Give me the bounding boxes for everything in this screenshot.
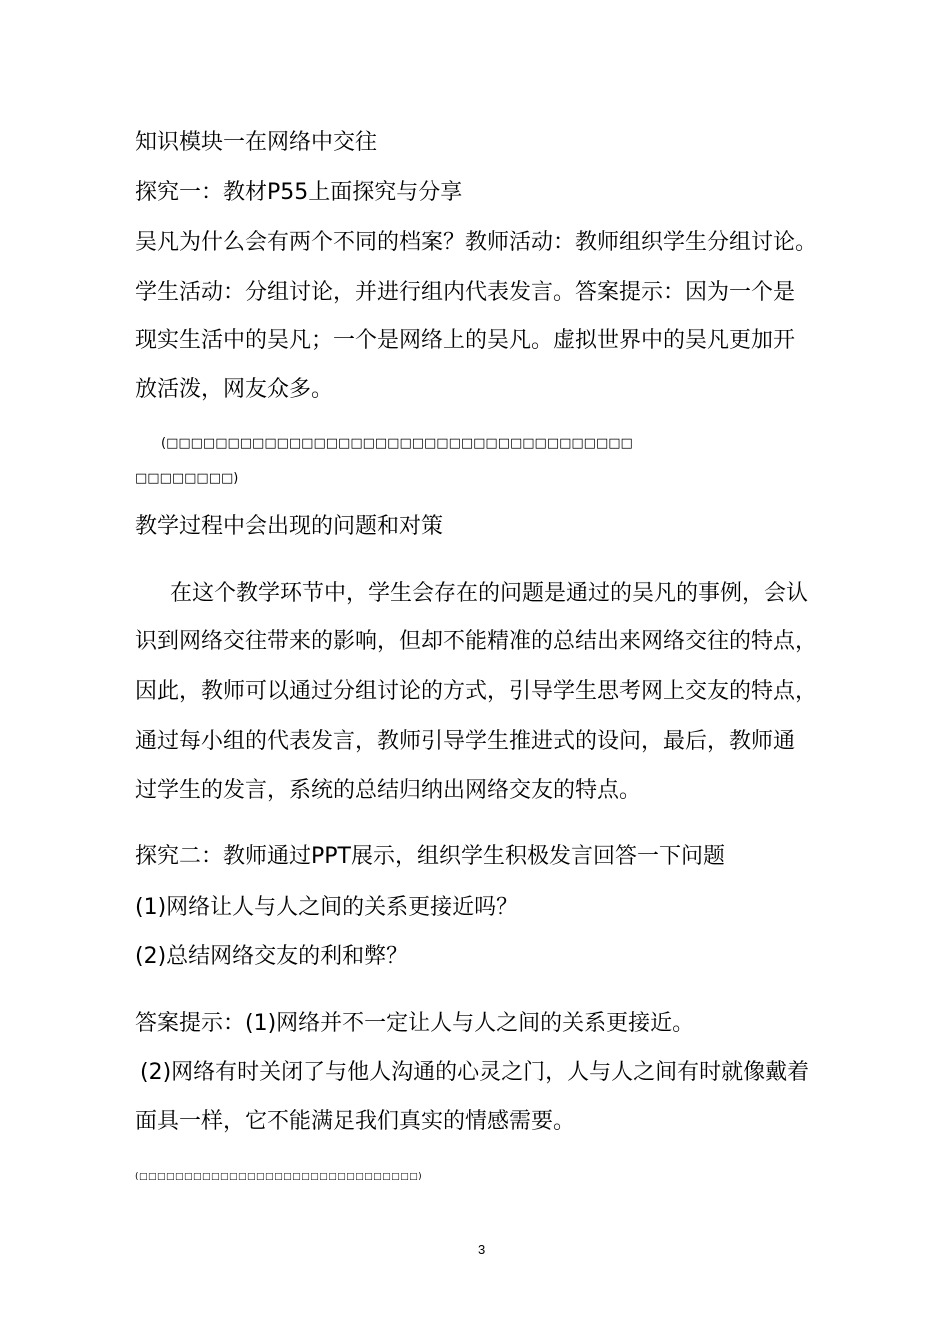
- answer-line: 面具一样，它不能满足我们真实的情感需要。: [135, 1109, 576, 1134]
- garbled-line: □□□□□□□□): [135, 471, 239, 486]
- paragraph-line: 通过每小组的代表发言，教师引导学生推进式的设问，最后，教师通: [135, 729, 796, 754]
- section-heading: 教学过程中会出现的问题和对策: [135, 514, 444, 539]
- inquiry-two-heading: 探究二：教师通过PPT展示，组织学生积极发言回答一下问题: [135, 844, 725, 869]
- garbled-line: (□□□□□□□□□□□□□□□□□□□□□□□□□□□□□□□): [135, 1172, 423, 1182]
- paragraph-line: 过学生的发言，系统的总结归纳出网络交友的特点。: [135, 778, 642, 803]
- page-number: 3: [478, 1242, 486, 1257]
- answer-line: (2)网络有时关闭了与他人沟通的心灵之门，人与人之间有时就像戴着: [140, 1060, 810, 1085]
- question-item: (2)总结网络交友的利和弊？: [135, 944, 409, 969]
- inquiry-one-heading: 探究一：教材P55上面探究与分享: [135, 180, 463, 205]
- garbled-line: (□□□□□□□□□□□□□□□□□□□□□□□□□□□□□□□□□□□□□□: [161, 436, 633, 451]
- paragraph-line: 吴凡为什么会有两个不同的档案？教师活动：教师组织学生分组讨论。: [135, 230, 818, 255]
- paragraph-line: 识到网络交往带来的影响，但却不能精准的总结出来网络交往的特点，: [135, 629, 818, 654]
- question-item: (1)网络让人与人之间的关系更接近吗？: [135, 895, 519, 920]
- paragraph-line: 在这个教学环节中，学生会存在的问题是通过的吴凡的事例，会认: [170, 581, 809, 606]
- paragraph-line: 学生活动：分组讨论，并进行组内代表发言。答案提示：因为一个是: [135, 280, 796, 305]
- paragraph-line: 现实生活中的吴凡；一个是网络上的吴凡。虚拟世界中的吴凡更加开: [135, 328, 796, 353]
- paragraph-line: 因此，教师可以通过分组讨论的方式，引导学生思考网上交友的特点，: [135, 679, 818, 704]
- module-heading: 知识模块一在网络中交往: [135, 130, 378, 155]
- answer-line: 答案提示：(1)网络并不一定让人与人之间的关系更接近。: [135, 1011, 695, 1036]
- paragraph-line: 放活泼，网友众多。: [135, 377, 334, 402]
